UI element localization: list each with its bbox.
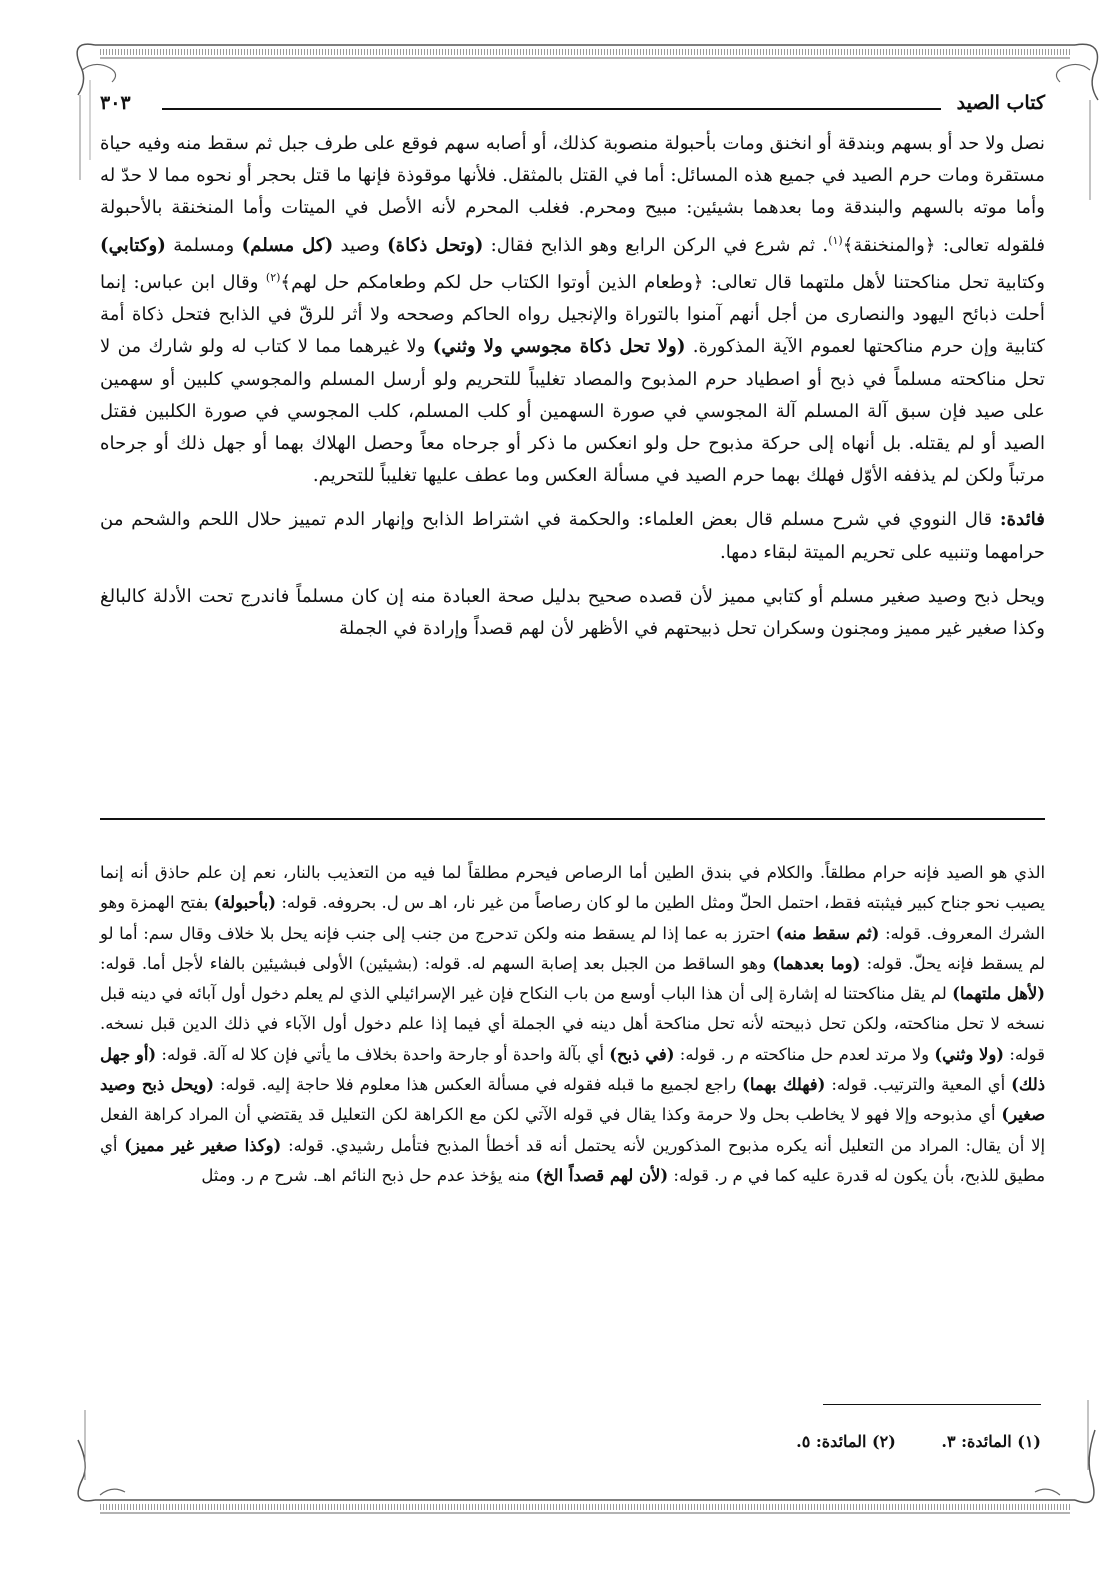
page-number: ٣٠٣	[100, 92, 131, 114]
bold-term: (لأهل ملتهما)	[952, 984, 1045, 1004]
text-run: احترز به عما إذا لم يسقط منه ولكن تدحرج من جنب إلى جنب فإنه يحل بلا خلاف وقال سم: أما لو لم يسقط فإنه يحلّ. قوله:	[100, 923, 1045, 973]
bold-term: (وكتابي)	[100, 234, 166, 256]
footnotes	[541, 1432, 1041, 1451]
text-run: الذي هو الصيد فإنه حرام مطلقاً. والكلام في بندق الطين أما الرصاص فيحرم مطلقاً لما فيه من التعذيب بالنار، نعم إن علم حاذق أنه إنما يصيب نحو جناح كبير فيثبته فقط، احتمل الحلّ ومثل الطين ما لو كان رصاصاً من غير نار، اهـ س ل. بحروفه. قوله:	[100, 863, 1045, 913]
chapter-title: كتاب الصيد	[956, 92, 1045, 114]
text-run: وقال ابن عباس: إنما أحلت ذبائح اليهود والنصارى من أجل أنهم آمنوا بالتوراة والإنجيل رواه الحاكم وصححه ولا أثر للرقّ في الذابح فتحل ذكاة أمة كتابية وإن حرم مناكحتها لعموم الآية المذكورة.	[100, 271, 1045, 358]
text-run: وصيد	[333, 234, 388, 256]
bold-term: (فهلك بهما)	[742, 1075, 826, 1095]
footnote-marker: (٢)	[265, 270, 281, 284]
text-run: وكتابية تحل مناكحتنا لأهل ملتهما قال تعالى: ﴿وطعام الذين أوتوا الكتاب حل لكم وطعامكم حل لهم﴾	[280, 271, 1045, 293]
bold-term: (لأن لهم قصداً الخ)	[535, 1165, 669, 1185]
footnote: (١) المائدة: ٣.	[941, 1432, 1041, 1451]
header-rule	[162, 108, 941, 110]
bold-term: (ويحل ذبح وصيد صغير)	[100, 1075, 1045, 1125]
main-paragraph	[100, 504, 1045, 568]
text-run: وهو الساقط من الجبل بعد إصابة السهم له. قوله: (بشيئين) الأولى فبشيئين بالفاء لأجل أما. قوله:	[100, 953, 773, 973]
text-run: أي بآلة واحدة أو جارحة واحدة بخلاف ما يأتي فإن كلا له آلة. قوله:	[156, 1044, 610, 1064]
running-header	[100, 92, 1045, 122]
text-run: بفتح الهمزة وهو الشرك المعروف. قوله:	[100, 893, 1045, 943]
text-run: ومسلمة	[165, 234, 242, 256]
bold-term: (ولا وثني)	[934, 1044, 1005, 1064]
text-run: أي المعية والترتيب. قوله:	[825, 1075, 1012, 1095]
bold-term: (أو جهل ذلك)	[100, 1044, 1045, 1095]
text-run: ولا غيرهما مما لا كتاب له ولو شارك من لا تحل مناكحته مسلماً في ذبح أو اصطياد حرم المذبوح والمصاد تغليباً للتحريم ولو أرسل المسلم والمجوسي كلبين أو سهمين على صيد فإن سبق آلة المسلم آلة المجوسي في صورة السهمين أو كلب المسلم، كلب المجوسي في صورة الكلبين فقتل الصيد أو لم يقتله. بل أنهاه إلى حركة مذبوح حل ولو انعكس ما ذكر أو جرحاه معاً وحصل الهلاك بهما أو جهل ذلك أو جرحاه مرتباً ولكن لم يذففه الأوّل فهلك بهما حرم الصيد في مسألة العكس وما عطف عليها تغليباً للتحريم.	[100, 336, 1045, 487]
bold-term: (وتحل ذكاة)	[387, 234, 484, 256]
text-run: ويحل ذبح وصيد صغير مسلم أو كتابي مميز لأن قصده صحيح بدليل صحة العبادة منه إن كان مسلماً فاندرج تحت الأدلة كالبالغ وكذا صغير غير مميز ومجنون وسكران تحل ذبيحتهم في الأظهر لأن لهم قصداً وإرادة في الجملة	[100, 585, 1046, 639]
text-run: نصل ولا حد أو بسهم وبندقة أو انخنق ومات بأحبولة منصوبة كذلك، أو أصابه سهم فوقع على طرف جبل ثم سقط منه وفيه حياة مستقرة ومات حرم الصيد في جميع هذه المسائل: أما في القتل بالمثقل. فلأنها موقوذة فإنها ما قتل بحجر أو نحوه مما لا حدّ له وأما موته بالسهم والبندقة وما بعدهما بشيئين: مبيح ومحرم. فغلب المحرم لأنه الأصل في الميتات وأما المنخنقة بالأحبولة فلقوله تعالى: ﴿والمنخنقة﴾	[100, 133, 1046, 256]
text-run: راجع لجميع ما قبله فقوله في مسألة العكس هذا معلوم فلا حاجة إليه. قوله:	[214, 1075, 743, 1095]
text-run: قال النووي في شرح مسلم قال بعض العلماء: والحكمة في اشتراط الذابح وإنهار الدم تمييز حلال اللحم والشحم من حرامهما وتنبيه على تحريم الميتة لبقاء دمها.	[100, 509, 1045, 563]
text-run: ولا مرتد لعدم حل مناكحته م ر. قوله:	[674, 1044, 935, 1064]
main-paragraph	[100, 581, 1045, 645]
footnote: (٢) المائدة: ٥.	[796, 1432, 896, 1451]
bold-term: (في ذبح)	[609, 1044, 675, 1064]
bold-term: (ثم سقط منه)	[775, 923, 880, 943]
main-text	[100, 128, 1045, 645]
text-run: . ثم شرع في الركن الرابع وهو الذابح فقال:	[483, 234, 829, 256]
main-paragraph	[100, 128, 1045, 492]
commentary-text	[100, 858, 1045, 1191]
text-run: منه يؤخذ عدم حل ذبح النائم اهـ. شرح م ر. ومثل	[201, 1165, 536, 1185]
bold-term: (وكذا صغير غير مميز)	[124, 1135, 282, 1155]
text-run: لم يقل مناكحتنا له إشارة إلى أن هذا الباب أوسع من باب النكاح فإن غير الإسرائيلي الذي لم يعلم دخول أول آبائه في دينه قبل نسخه لا تحل مناكحته، ولكن تحل ذبيحته لأنه تحل مناكحة أهل دينه في الجملة أي فيما إذا علم دخول أول الآباء في ذلك الدين قبل نسخه. قوله:	[100, 984, 1045, 1064]
bold-term: (بأحبولة)	[213, 893, 277, 913]
bold-term: (وما بعدهما)	[772, 953, 861, 973]
footnote-marker: (١)	[828, 233, 843, 247]
commentary-separator	[100, 818, 1045, 820]
bold-term: فائدة:	[999, 509, 1045, 531]
bold-term: (كل مسلم)	[241, 234, 334, 256]
text-run: أي مطيق للذبح، بأن يكون له قدرة عليه كما في م ر. قوله:	[100, 1135, 1045, 1185]
text-run: أي مذبوحه وإلا فهو لا يخاطب بحل ولا حرمة وكذا يقال في قوله الآتي لكن مع الكراهة لكن التعليل قد يقتضي أن المراد كراهة الفعل إلا أن يقال: المراد من التعليل أنه يكره مذبوح المذكورين لأنه يحتمل أنه قد أخطأ المذبح فتأمل رشيدي. قوله:	[100, 1105, 1046, 1155]
bold-term: (ولا تحل ذكاة مجوسي ولا وثني)	[432, 336, 686, 358]
footnote-rule	[823, 1404, 1041, 1405]
commentary-paragraph	[100, 858, 1045, 1191]
